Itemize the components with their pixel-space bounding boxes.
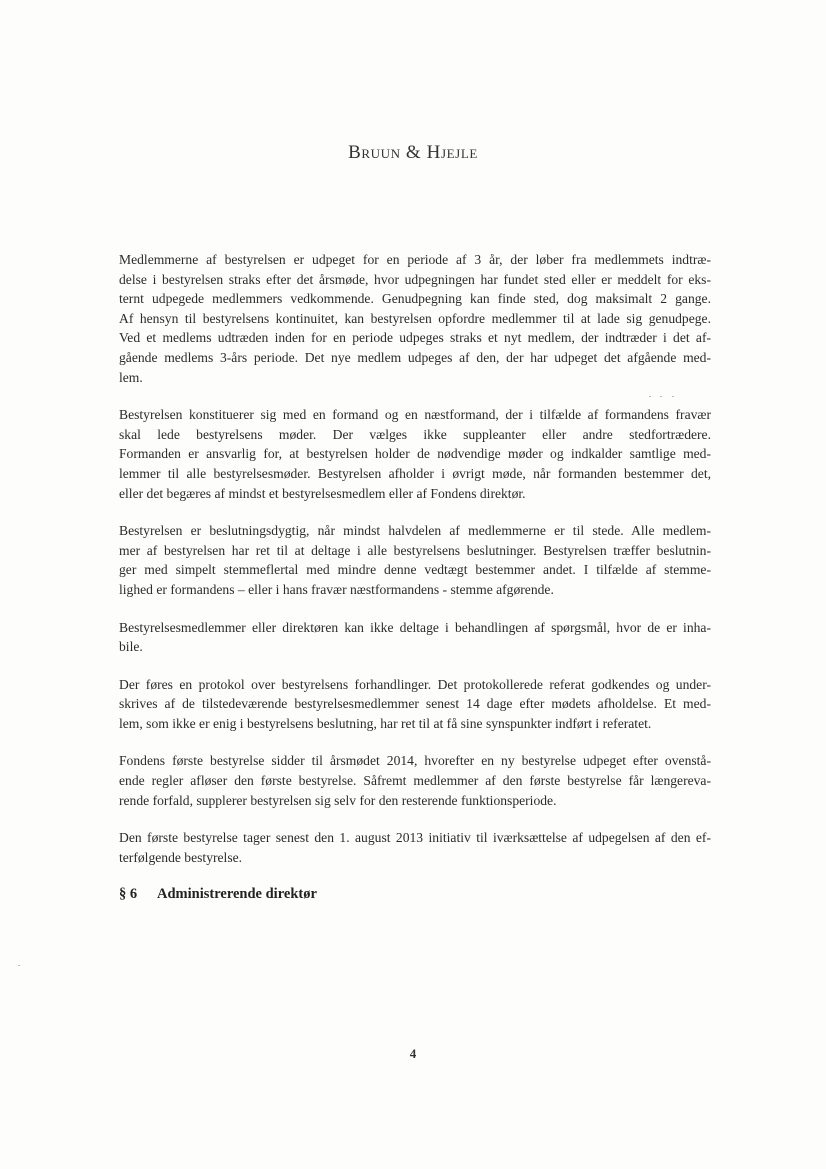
- paragraph: [119, 618, 711, 657]
- paragraph-line: gående medlems 3-års periode. Det nye medlem udpeges af den, der har udpeget det afgående med-: [119, 349, 711, 365]
- paragraph-line: bile.: [119, 639, 143, 655]
- paragraph-line: lighed er formandens – eller i hans fravær næstformandens - stemme afgørende.: [119, 581, 554, 597]
- paragraph-line: ende regler afløser den første bestyrelse. Såfremt medlemmer af den første bestyrelse får længereva-: [119, 773, 711, 789]
- paragraph: [119, 405, 711, 503]
- paragraph-line: Bestyrelsen konstituerer sig med en formand og en næstformand, der i tilfælde af formandens fravær: [119, 407, 711, 423]
- paragraph-line: Af hensyn til bestyrelsens kontinuitet, kan bestyrelsen opfordre medlemmer til at lade sig genudpege.: [119, 310, 711, 326]
- paragraph-line: ternt udpegede medlemmers vedkommende. Genudpegning kan finde sted, dog maksimalt 2 gange.: [119, 291, 711, 307]
- paragraph-line: mer af bestyrelsen har ret til at deltage i alle bestyrelsens beslutninger. Bestyrelsen træffer beslutnin-: [119, 542, 711, 558]
- paragraph-line: Bestyrelsesmedlemmer eller direktøren kan ikke deltage i behandlingen af spørgsmål, hvor de er inha-: [119, 619, 711, 635]
- paragraph-line: rende forfald, supplerer bestyrelsen sig selv for den resterende funktionsperiode.: [119, 792, 557, 808]
- paragraph-line: lem.: [119, 369, 143, 385]
- paragraph-line: Fondens første bestyrelse sidder til årsmødet 2014, hvorefter en ny bestyrelse udpeget efter ovenstå-: [119, 753, 711, 769]
- scan-speck: [18, 965, 20, 966]
- paragraph-line: terfølgende bestyrelse.: [119, 849, 243, 865]
- paragraph-line: Formanden er ansvarlig for, at bestyrelsen holder de nødvendige møder og indkalder samtlige med-: [119, 446, 711, 462]
- paragraph-line: lem, som ikke er enig i bestyrelsens beslutning, har ret til at få sine synspunkter indført i referatet.: [119, 715, 652, 731]
- paragraph: [119, 751, 711, 810]
- paragraph-line: ger med simpelt stemmeflertal med mindre denne vedtægt bestemmer andet. I tilfælde af stemme-: [119, 562, 711, 578]
- paragraph: [119, 250, 711, 387]
- paragraph-line: skal lede bestyrelsens møder. Der vælges ikke suppleanter eller andre stedfortrædere.: [119, 426, 711, 442]
- paragraph-line: delse i bestyrelsen straks efter det årsmøde, hvor udpegningen har fundet sted eller er meddelt for eks-: [119, 271, 711, 287]
- document-body: [119, 250, 711, 905]
- paragraph-line: Den første bestyrelse tager senest den 1. august 2013 initiativ til iværksættelse af udpegelsen af den ef-: [119, 830, 711, 846]
- page-number: 4: [409, 1046, 417, 1061]
- paragraph-line: Ved et medlems udtræden inden for en periode udpeges straks et nyt medlem, der indtræder i det af-: [119, 330, 711, 346]
- scan-speck: [660, 396, 662, 397]
- paragraph-line: Medlemmerne af bestyrelsen er udpeget for en periode af 3 år, der løber fra medlemmets indtræ-: [119, 252, 711, 267]
- paragraph-line: Bestyrelsen er beslutningsdygtig, når mindst halvdelen af medlemmerne er til stede. Alle medlem-: [119, 523, 711, 539]
- letterhead: Bruun & Hjejle: [348, 142, 478, 163]
- section-title: Administrerende direktør: [157, 886, 317, 903]
- paragraph: [119, 521, 711, 599]
- paragraph-line: Der føres en protokol over bestyrelsens forhandlinger. Det protokollerede referat godkendes og under-: [119, 676, 711, 692]
- paragraph-line: eller det begæres af mindst et bestyrelsesmedlem eller af Fondens direktør.: [119, 485, 526, 501]
- scan-speck: [672, 396, 674, 397]
- paragraph-line: skrives af de tilstedeværende bestyrelsesmedlemmer senest 14 dage efter mødets afholdelse. Et med-: [119, 696, 711, 712]
- paragraph-line: lemmer til alle bestyrelsesmøder. Bestyrelsen afholder i øvrigt møde, når formanden bestemmer det,: [119, 465, 711, 481]
- section-heading: [119, 885, 711, 905]
- paragraph-list: [119, 250, 711, 867]
- paragraph: [119, 828, 711, 867]
- scan-speck: [649, 396, 651, 397]
- paragraph: [119, 675, 711, 734]
- section-number: § 6: [119, 886, 138, 903]
